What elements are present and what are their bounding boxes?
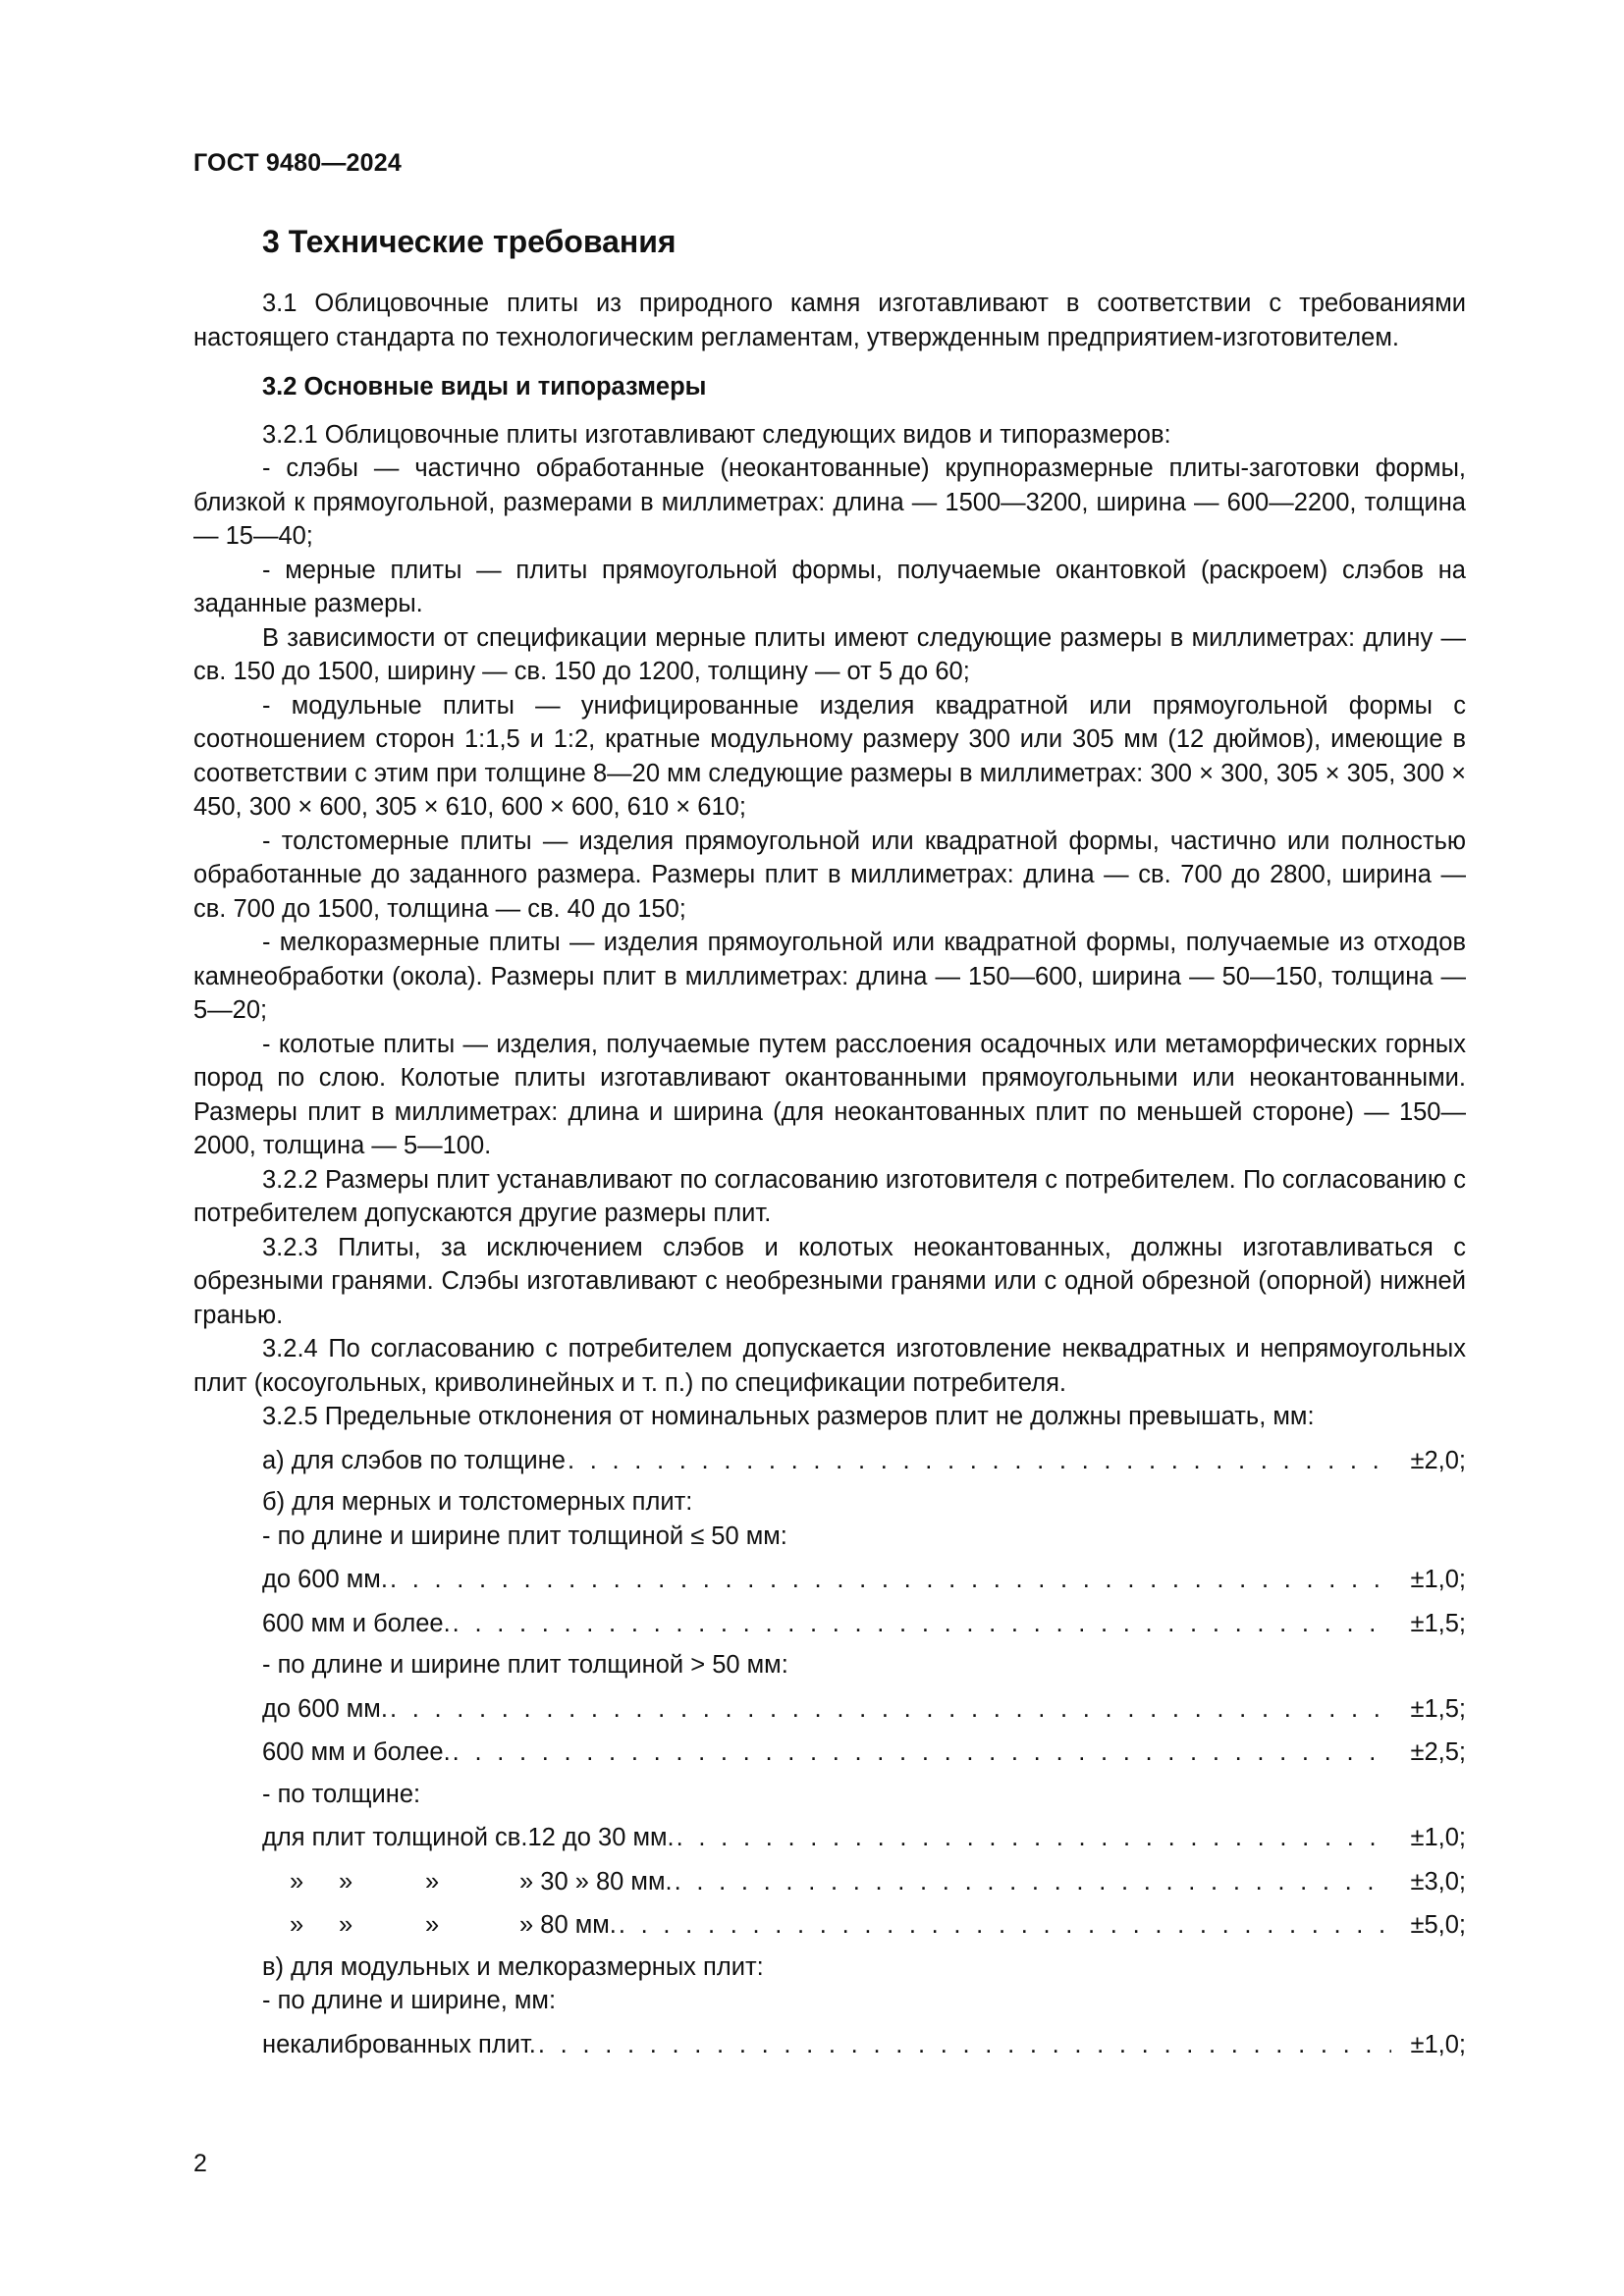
ditto-mark: » [425,1911,440,1939]
document-code: ГОСТ 9480—2024 [193,149,402,177]
dot-leader [675,1865,1391,1899]
ditto-mark: » [290,1911,304,1939]
dot-leader [677,1821,1391,1855]
tolerance-group-label: в) для модульных и мелкоразмерных плит: [262,1952,764,1981]
tolerance-row [262,1908,1466,1943]
subsection-title-3-2: 3.2 Основные виды и типоразмеры [262,373,707,400]
dot-leader [390,1563,1391,1597]
tolerance-subgroup-label: - по длине и ширине, мм: [262,1987,557,2014]
tolerance-row [262,1865,1466,1899]
tolerance-label: 600 мм и более. [262,1609,451,1637]
paragraph-3-2-4: 3.2.4 По согласованию с потребителем допускается изготовление неквадратных и непрямоугольных плит (косоугольных, криволинейных и т. п.) по спецификации потребителя. [193,1335,1466,1397]
tolerance-label [262,1865,673,1899]
ditto-mark: » [425,1867,440,1896]
tolerance-subgroup-label: - по длине и ширине плит толщиной ≤ 50 мм: [262,1522,787,1550]
list-item-measured-plates: - мерные плиты — плиты прямоугольной формы, получаемые окантовкой (раскроем) слэбов на заданные размеры. [193,556,1466,617]
paragraph-3-2-3: 3.2.3 Плиты, за исключением слэбов и колотых неокантованных, должны изготавливаться с обрезными гранями. Слэбы изготавливают с необрезными гранями или с одной обрезной (опорной) нижней гранью. [193,1233,1466,1329]
ditto-mark: » [339,1867,353,1896]
tolerance-row [262,1444,1466,1478]
dot-leader [453,1607,1391,1641]
tolerance-value: ±1,0; [1410,1824,1466,1851]
tolerance-row [262,1563,1466,1597]
tolerance-label: до 600 мм. [262,1566,388,1593]
tolerance-range: » 80 мм. [519,1911,617,1939]
tolerance-label: до 600 мм. [262,1694,388,1723]
tolerance-value: ±2,0; [1410,1446,1466,1474]
tolerance-value: ±2,5; [1410,1738,1466,1766]
list-item-split-plates: - колотые плиты — изделия, получаемые путем расслоения осадочных или метаморфических горных пород по слою. Колотые плиты изготавливают окантованными прямоугольными или неокантованными. Размеры плит в миллиметрах: длина и ширина (для неокантованных плит по меньшей стороне) — 150—2000, толщина — 5—100. [193,1030,1466,1159]
list-item-thick-plates: - толстомерные плиты — изделия прямоугольной или квадратной формы, частично или полностью обработанные до заданного размера. Размеры плит в миллиметрах: длина — св. 700 до 2800, ширина — св. 700 до 1500, толщина — св. 40 до 150; [193,827,1466,923]
list-item-slabs: - слэбы — частично обработанные (неокантованные) крупноразмерные плиты-заготовки формы, близкой к прямоугольной, размерами в миллиметрах: длина — 1500—3200, ширина — 600—2200, толщина — 15—40; [193,454,1466,550]
ditto-mark: » [290,1867,304,1896]
tolerance-value: ±3,0; [1410,1867,1466,1896]
dot-leader [453,1735,1391,1770]
dot-leader [538,2028,1391,2062]
tolerance-value: ±1,5; [1410,1694,1466,1723]
ditto-mark: » [339,1911,353,1939]
tolerance-value: ±1,0; [1410,2030,1466,2058]
paragraph-measured-sizes: В зависимости от спецификации мерные плиты имеют следующие размеры в миллиметрах: длину — св. 150 до 1500, ширину — св. 150 до 1200, толщину — от 5 до 60; [193,623,1466,685]
paragraph-3-2-5: 3.2.5 Предельные отклонения от номинальных размеров плит не должны превышать, мм: [262,1403,1315,1430]
tolerance-row [262,2028,1466,2062]
tolerance-value: ±5,0; [1410,1911,1466,1939]
dot-leader [619,1908,1391,1943]
tolerance-group-label: б) для мерных и толстомерных плит: [262,1488,693,1516]
list-item-small-plates: - мелкоразмерные плиты — изделия прямоугольной или квадратной формы, получаемые из отходов камнеобработки (окола). Размеры плит в миллиметрах: длина — 150—600, ширина — 50—150, толщина — 5—20; [193,929,1466,1024]
paragraph-3-2-1: 3.2.1 Облицовочные плиты изготавливают следующих видов и типоразмеров: [262,420,1171,449]
paragraph-3-1: 3.1 Облицовочные плиты из природного камня изготавливают в соответствии с требованиями настоящего стандарта по технологическим регламентам, утвержденным предприятием-изготовителем. [193,290,1466,351]
tolerance-row [262,1607,1466,1641]
tolerance-subgroup-label: - по толщине: [262,1780,421,1808]
list-item-modular-plates: - модульные плиты — унифицированные изделия квадратной или прямоугольной формы с соотношением сторон 1:1,5 и 1:2, кратные модульному размеру 300 или 305 мм (12 дюймов), имеющие в соответствии с этим при толщине 8—20 мм следующие размеры в миллиметрах: 300 × 300, 305 × 305, 300 × 450, 300 × 600, 305 × 610, 600 × 600, 610 × 610; [193,691,1466,821]
section-title: 3 Технические требования [262,224,677,259]
dot-leader [390,1692,1391,1727]
tolerance-label [262,1908,617,1943]
tolerance-list [262,1444,1466,2062]
tolerance-label: а) для слэбов по толщине [262,1446,566,1474]
page-number: 2 [193,2150,207,2177]
page-content [193,222,1466,2061]
tolerance-row [262,1692,1466,1727]
tolerance-value: ±1,0; [1410,1566,1466,1593]
dot-leader [568,1444,1391,1478]
tolerance-range: » 30 » 80 мм. [519,1867,673,1896]
tolerance-value: ±1,5; [1410,1609,1466,1637]
tolerance-label: 600 мм и более. [262,1738,451,1766]
tolerance-label: для плит толщиной св.12 до 30 мм. [262,1824,675,1851]
tolerance-subgroup-label: - по длине и ширине плит толщиной > 50 мм: [262,1651,788,1679]
tolerance-row [262,1735,1466,1770]
paragraph-3-2-2: 3.2.2 Размеры плит устанавливают по согласованию изготовителя с потребителем. По согласованию с потребителем допускаются другие размеры плит. [193,1165,1466,1227]
tolerance-label: некалиброванных плит. [262,2030,536,2058]
tolerance-row [262,1821,1466,1855]
